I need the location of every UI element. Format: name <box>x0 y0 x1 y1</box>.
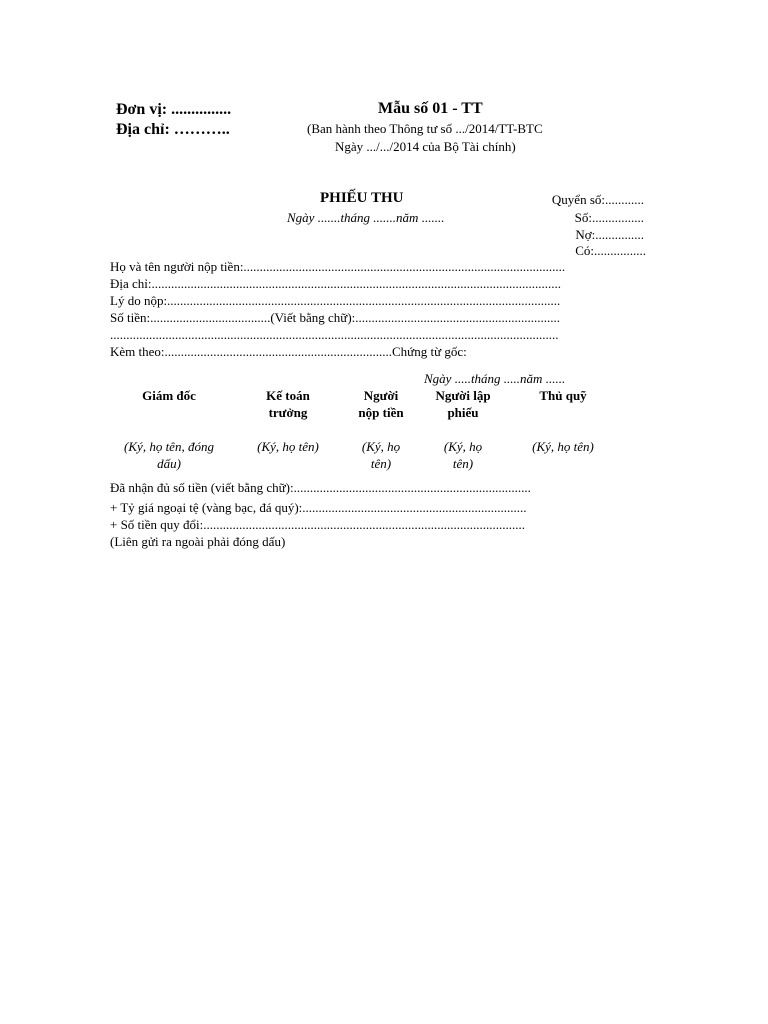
signature-title: Thủ quỹ <box>539 388 587 403</box>
signature-title: Người lập phiếu <box>435 388 491 420</box>
signature-title: Giám đốc <box>142 388 196 403</box>
ho-ten-field: Họ và tên người nộp tiền:................................................................................................... <box>110 259 566 274</box>
quyen-so-field: Quyển số:............ <box>551 192 644 207</box>
document-title: PHIẾU THU <box>320 190 404 206</box>
mau-so-label: Mẫu số 01 - TT <box>378 100 483 117</box>
signature-block-thu-quy <box>519 387 607 455</box>
sign-date-line: Ngày .....tháng .....năm ...... <box>424 371 566 386</box>
kem-theo-field: Kèm theo:......................................................................Chứng từ gốc: <box>110 344 467 359</box>
dia-chi-header-label: Địa chỉ: ……….. <box>116 121 230 138</box>
signature-block-nguoi-nop-tien <box>353 387 409 472</box>
ban-hanh-note: (Ban hành theo Thông tư số .../2014/TT-BTC <box>307 121 543 136</box>
quy-doi-field: + Số tiền quy đổi:................................................................................................... <box>110 517 526 532</box>
signature-note: (Ký, họ tên) <box>532 439 594 454</box>
signature-block-giam-doc <box>114 387 224 472</box>
co-field: Có:................ <box>575 243 646 258</box>
signature-block-nguoi-lap-phieu <box>425 387 501 472</box>
don-vi-label: Đơn vị: ............... <box>116 101 232 118</box>
signature-note: (Ký, họ tên, đóng dấu) <box>124 439 214 471</box>
so-field: Số:................ <box>574 210 644 225</box>
lien-gui-note: (Liên gửi ra ngoài phải đóng dấu) <box>110 534 286 549</box>
title-date-line: Ngày .......tháng .......năm ....... <box>287 210 445 225</box>
dia-chi-field: Địa chỉ:.............................................................................................................................. <box>110 276 562 291</box>
signature-note: (Ký, họ tên) <box>361 439 401 471</box>
so-tien-field: Số tiền:.....................................(Viết bằng chữ):............................................................... <box>110 310 561 325</box>
continuation-line: .......................................................................................................................................... <box>110 327 559 342</box>
no-field: Nợ:............... <box>575 227 644 242</box>
ngay-btc-note: Ngày .../.../2014 của Bộ Tài chính) <box>335 139 516 154</box>
signature-note: (Ký, họ tên) <box>443 439 483 471</box>
ty-gia-field: + Tỷ giá ngoại tệ (vàng bạc, đá quý):..................................................................... <box>110 500 527 515</box>
ly-do-field: Lý do nộp:......................................................................................................................... <box>110 293 561 308</box>
da-nhan-field: Đã nhận đủ số tiền (viết bằng chữ):......................................................................... <box>110 480 531 495</box>
signature-note: (Ký, họ tên) <box>257 439 319 454</box>
signature-title: Kế toán trưởng <box>266 388 310 420</box>
signature-block-ke-toan-truong <box>248 387 328 455</box>
signature-title: Người nộp tiền <box>358 388 404 420</box>
